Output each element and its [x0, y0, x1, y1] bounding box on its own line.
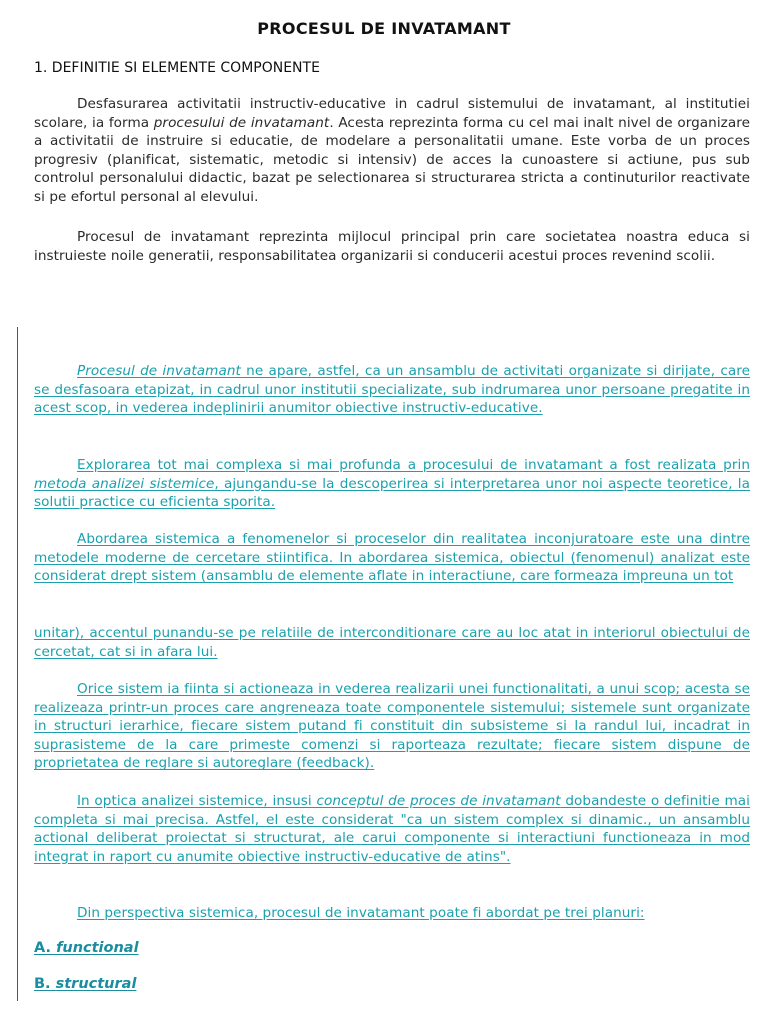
paragraph-mijloc: Procesul de invatamant reprezinta mijlocul principal prin care societatea noastra educa si instruieste noile generatii, responsabilitatea organizarii si conducerii acestui proces revenind scolii. [34, 229, 750, 264]
link-paragraph-ansamblu[interactable]: Procesul de invatamant ne apare, astfel, ca un ansamblu de activitati organizate si dirijate, care se desfasoara etapizat, in cadrul unor institutii specializate, sub indrumarea unor persoane pregatite in acest scop, in vederea indeplinirii anumitor obiective instructiv-educative. [34, 363, 750, 417]
link-paragraph-abordare[interactable]: Abordarea sistemica a fenomenelor si proceselor din realitatea inconjuratoare este una dintre metodele moderne de cercetare stiintifica. In abordarea sistemica, obiectul (fenomenul) analizat este considerat drept sistem (ansamblu de elemente aflate in interactiune, care formeaza impreuna un tot [34, 531, 750, 585]
section-heading: 1. DEFINITIE SI ELEMENTE COMPONENTE [34, 60, 320, 76]
margin-rule [17, 327, 18, 1001]
link-plan-functional[interactable]: A. functional [34, 940, 139, 956]
link-paragraph-unitar[interactable]: unitar), accentul punandu-se pe relatiile de interconditionare care au loc atat in interiorul obiectului de cercetat, cat si in afara lui. [34, 625, 750, 660]
link-paragraph-optica[interactable]: In optica analizei sistemice, insusi conceptul de proces de invatamant dobandeste o definitie mai completa si mai precisa. Astfel, el este considerat "ca un sistem complex si dinamic., un ansamblu actional deliberat proiectat si structurat, ale carui componente si interactiuni functioneaza in mod integrat in raport cu anumite obiective instructiv-educative de atins". [34, 793, 750, 865]
paragraph-definition: Desfasurarea activitatii instructiv-educative in cadrul sistemului de invatamant, al institutiei scolare, ia forma procesului de invatamant. Acesta reprezinta forma cu cel mai inalt nivel de organizare a activitatii de instruire si educatie, de modelare a personalitatii umane. Este vorba de un proces progresiv (planificat, sistematic, metodic si intensiv) de acces la cunoastere si actiune, pus sub controlul personalului didactic, bazat pe selectionarea si structurarea stricta a continuturilor reactivate si pe efortul personal al elevului. [34, 96, 750, 205]
link-paragraph-perspectiva[interactable]: Din perspectiva sistemica, procesul de invatamant poate fi abordat pe trei planuri: [77, 905, 645, 921]
link-plan-structural[interactable]: B. structural [34, 976, 137, 992]
page-title: PROCESUL DE INVATAMANT [257, 19, 511, 38]
link-paragraph-explorare[interactable]: Explorarea tot mai complexa si mai profunda a procesului de invatamant a fost realizata prin metoda analizei sistemice, ajungandu-se la descoperirea si interpretarea unor noi aspecte teoretice, la solutii practice cu eficienta sporita. [34, 457, 750, 511]
link-paragraph-sistem[interactable]: Orice sistem ia fiinta si actioneaza in vederea realizarii unei functionalitati, a unui scop; acesta se realizeaza printr-un proces care angreneaza toate componentele sistemului; sistemele sunt organizate in structuri ierarhice, fiecare sistem putand fi constituit din subsisteme si la randul lui, incadrat in suprasisteme de la care primeste comenzi si raporteaza rezultate; fiecare sistem dispune de proprietatea de reglare si autoreglare (feedback). [34, 681, 750, 772]
